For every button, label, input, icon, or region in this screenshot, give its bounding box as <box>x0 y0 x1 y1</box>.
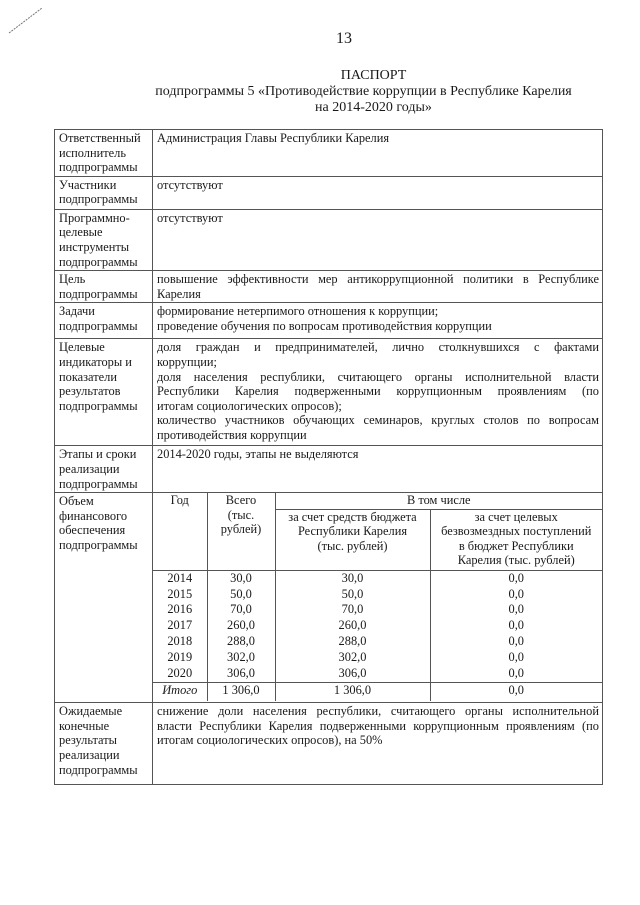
row-value: Администрация Главы Республики Карелия <box>153 130 603 177</box>
finance-cell-year: 2014 2015 2016 2017 2018 2019 2020 <box>153 570 207 682</box>
finance-total-row <box>153 682 602 701</box>
passport-row-results <box>55 703 603 785</box>
finance-total-total: 1 306,0 <box>207 682 275 701</box>
passport-row-instruments <box>55 209 603 270</box>
row-value: отсутствуют <box>153 176 603 209</box>
row-label: Цель подпрограммы <box>55 271 153 303</box>
row-value: формирование нетерпимого отношения к коррупции; проведение обучения по вопросам противодействия коррупции <box>153 303 603 339</box>
document-subtitle-line2: на 2014-2020 годы» <box>315 100 432 115</box>
passport-row-finance <box>55 493 603 703</box>
row-value: повышение эффективности мер антикоррупционной политики в Республике Карелия <box>153 271 603 303</box>
finance-row <box>153 570 602 682</box>
row-label: Участники подпрограммы <box>55 176 153 209</box>
row-value: 2014-2020 годы, этапы не выделяются <box>153 446 603 493</box>
page-number: 13 <box>336 30 352 47</box>
finance-header-total: Всего (тыс. рублей) <box>207 493 275 570</box>
finance-cell <box>153 493 603 703</box>
passport-row-participants <box>55 176 603 209</box>
row-label: Задачи подпрограммы <box>55 303 153 339</box>
finance-cell-budget: 30,0 50,0 70,0 260,0 288,0 302,0 306,0 <box>275 570 430 682</box>
finance-table <box>153 493 602 701</box>
row-label: Этапы и сроки реализации подпрограммы <box>55 446 153 493</box>
finance-header-including: В том числе <box>275 493 602 509</box>
row-label: Программно- целевые инструменты подпрограммы <box>55 209 153 270</box>
row-label: Ожидаемые конечные результаты реализации подпрограммы <box>55 703 153 785</box>
finance-header-row-1 <box>153 493 602 509</box>
finance-total-budget: 1 306,0 <box>275 682 430 701</box>
finance-total-targeted: 0,0 <box>430 682 602 701</box>
passport-table <box>54 129 603 785</box>
passport-row-responsible <box>55 130 603 177</box>
passport-row-tasks <box>55 303 603 339</box>
row-label: Целевые индикаторы и показатели результатов подпрограммы <box>55 339 153 446</box>
finance-total-label: Итого <box>153 682 207 701</box>
finance-cell-targeted: 0,0 0,0 0,0 0,0 0,0 0,0 0,0 <box>430 570 602 682</box>
finance-header-budget: за счет средств бюджета Республики Карелия (тыс. рублей) <box>275 509 430 570</box>
row-label: Ответственный исполнитель подпрограммы <box>55 130 153 177</box>
passport-row-stages <box>55 446 603 493</box>
document-title: ПАСПОРТ <box>340 68 407 83</box>
row-value: доля граждан и предпринимателей, лично столкнувшихся с фактами коррупции; доля населения республики, считающего органы исполнительной власти Республики Карелия подверженными коррупционным проявлениям (по итогам социологических опросов); количество участников обучающих семинаров, круглых столов по вопросам противодействия коррупции <box>153 339 603 446</box>
passport-row-goal <box>55 271 603 303</box>
document-title-block <box>54 68 603 116</box>
finance-header-year: Год <box>153 493 207 570</box>
row-label: Объем финансового обеспечения подпрограммы <box>55 493 153 703</box>
finance-cell-total: 30,0 50,0 70,0 260,0 288,0 302,0 306,0 <box>207 570 275 682</box>
finance-header-targeted: за счет целевых безвозмездных поступлений в бюджет Республики Карелия (тыс. рублей) <box>430 509 602 570</box>
passport-row-indicators <box>55 339 603 446</box>
row-value: отсутствуют <box>153 209 603 270</box>
document-subtitle-line1: подпрограммы 5 «Противодействие коррупции в Республике Карелия <box>155 84 572 99</box>
row-value: снижение доли населения республики, считающего органы исполнительной власти Республики Карелия подверженными коррупционным проявлениям (по итогам социологических опросов), на 50% <box>153 703 603 785</box>
